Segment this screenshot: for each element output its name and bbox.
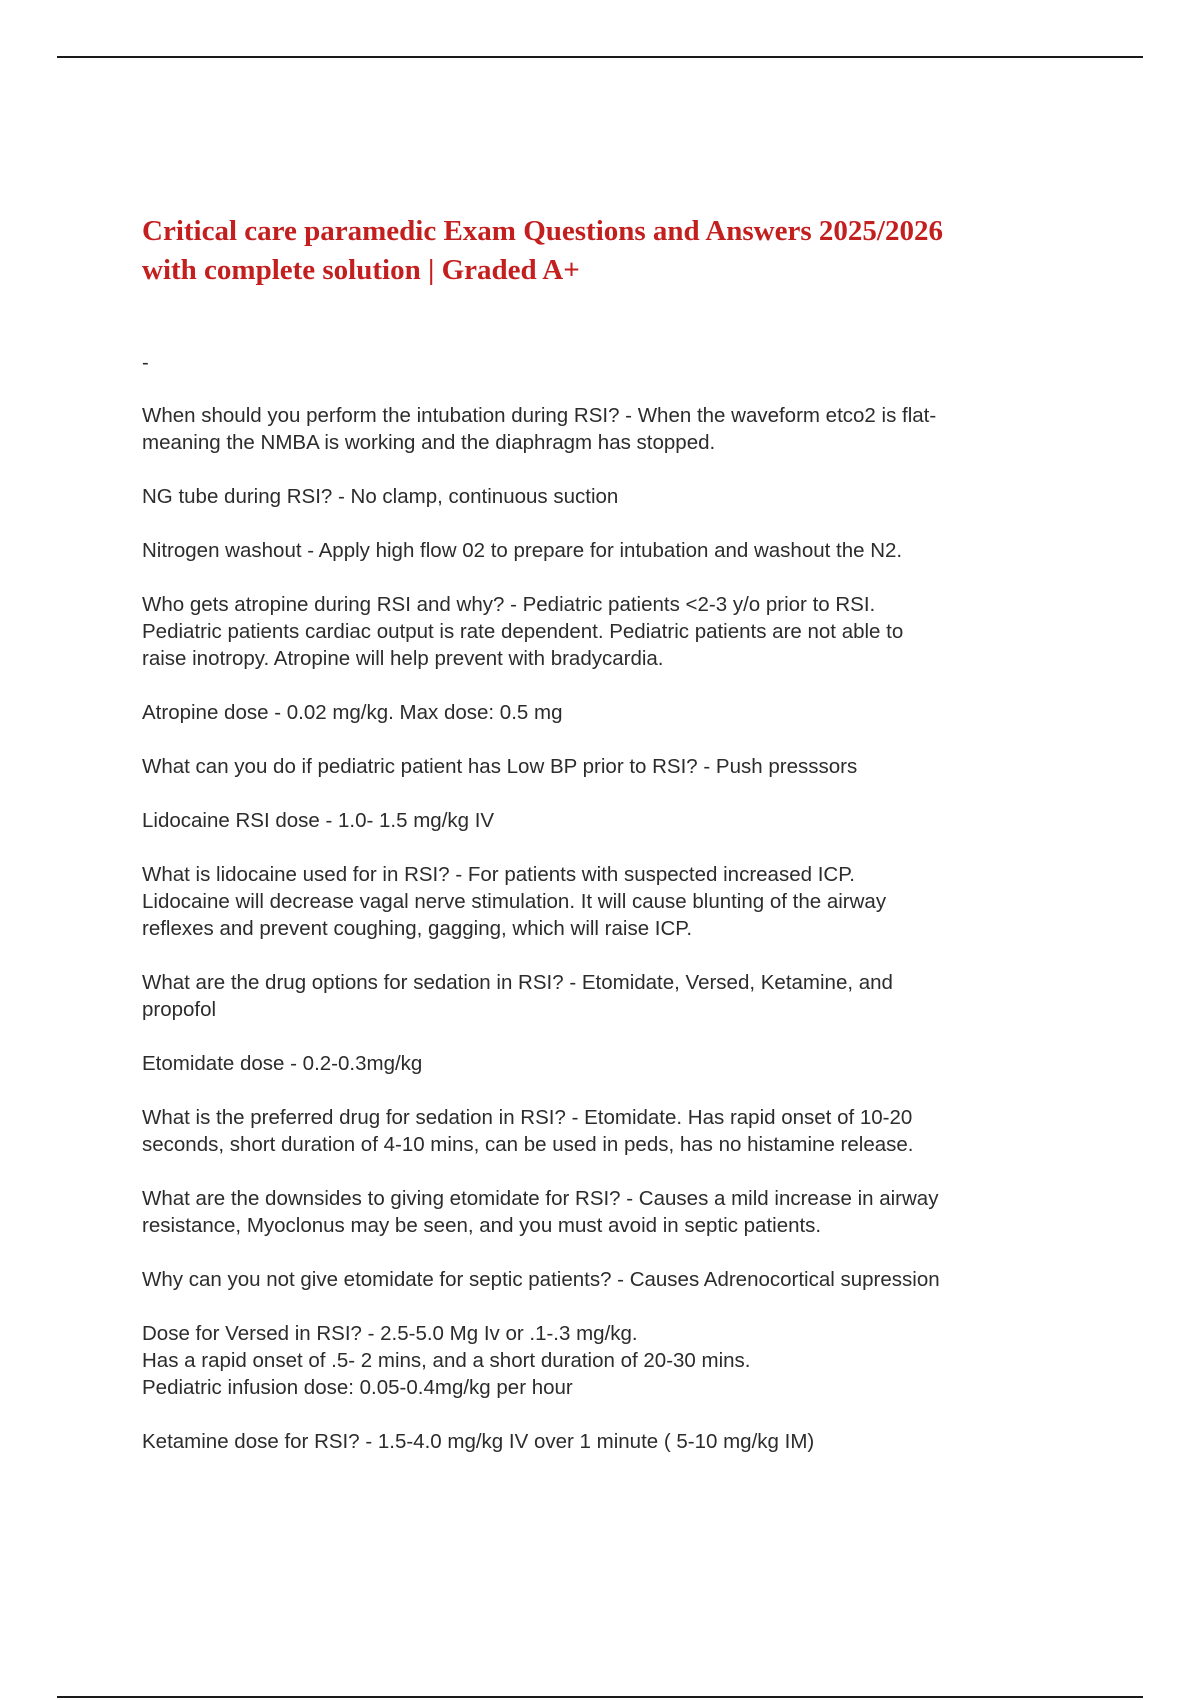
qa-text-line: raise inotropy. Atropine will help prevent with bradycardia. [142,647,664,670]
qa-text-line: Has a rapid onset of .5- 2 mins, and a short duration of 20-30 mins. [142,1349,751,1372]
qa-item [142,402,1072,456]
qa-text-line: What are the downsides to giving etomidate for RSI? - Causes a mild increase in airway [142,1187,939,1210]
qa-text-line: meaning the NMBA is working and the diaphragm has stopped. [142,431,716,454]
qa-text-line: Pediatric infusion dose: 0.05-0.4mg/kg per hour [142,1376,573,1399]
qa-text-line: Nitrogen washout - Apply high flow 02 to prepare for intubation and washout the N2. [142,539,903,562]
qa-text-line: Who gets atropine during RSI and why? - Pediatric patients <2-3 y/o prior to RSI. [142,593,876,616]
qa-item [142,1050,1072,1077]
qa-item [142,861,1072,942]
qa-text-line: propofol [142,998,217,1021]
qa-text-line: Dose for Versed in RSI? - 2.5-5.0 Mg Iv or .1-.3 mg/kg. [142,1322,638,1345]
qa-item [142,1320,1072,1401]
qa-text-line: NG tube during RSI? - No clamp, continuous suction [142,485,619,508]
qa-item [142,1185,1072,1239]
document-body [142,212,1072,1482]
qa-text-line: What is lidocaine used for in RSI? - For patients with suspected increased ICP. [142,863,855,886]
qa-text-line: resistance, Myoclonus may be seen, and you must avoid in septic patients. [142,1214,822,1237]
qa-item [142,699,1072,726]
qa-text-line: Why can you not give etomidate for septic patients? - Causes Adrenocortical supression [142,1268,940,1291]
qa-text-line: What is the preferred drug for sedation in RSI? - Etomidate. Has rapid onset of 10-20 [142,1106,913,1129]
qa-text-line: When should you perform the intubation during RSI? - When the waveform etco2 is flat- [142,404,937,427]
qa-item [142,807,1072,834]
qa-text-line: Ketamine dose for RSI? - 1.5-4.0 mg/kg IV over 1 minute ( 5-10 mg/kg IM) [142,1430,815,1453]
qa-text-line: Lidocaine RSI dose - 1.0- 1.5 mg/kg IV [142,809,495,832]
qa-item [142,1266,1072,1293]
document-title [142,212,1072,290]
qa-item [142,1428,1072,1455]
header-rule [57,56,1143,58]
leading-dash: - [142,352,149,374]
qa-text-line: Etomidate dose - 0.2-0.3mg/kg [142,1052,423,1075]
qa-item [142,537,1072,564]
title-line: Critical care paramedic Exam Questions and Answers 2025/2026 [142,215,943,247]
qa-item [142,1104,1072,1158]
footer-rule [57,1696,1143,1698]
qa-text-line: What can you do if pediatric patient has Low BP prior to RSI? - Push presssors [142,755,858,778]
qa-text-line: reflexes and prevent coughing, gagging, which will raise ICP. [142,917,693,940]
qa-text-line: Atropine dose - 0.02 mg/kg. Max dose: 0.5 mg [142,701,563,724]
qa-item [142,969,1072,1023]
qa-text-line: Lidocaine will decrease vagal nerve stimulation. It will cause blunting of the airway [142,890,887,913]
qa-list [142,402,1072,1455]
qa-text-line: Pediatric patients cardiac output is rate dependent. Pediatric patients are not able to [142,620,904,643]
title-line: with complete solution | Graded A+ [142,254,580,286]
qa-text-line: What are the drug options for sedation in RSI? - Etomidate, Versed, Ketamine, and [142,971,893,994]
qa-item [142,591,1072,672]
qa-text-line: seconds, short duration of 4-10 mins, can be used in peds, has no histamine release. [142,1133,914,1156]
qa-item [142,753,1072,780]
qa-item [142,483,1072,510]
